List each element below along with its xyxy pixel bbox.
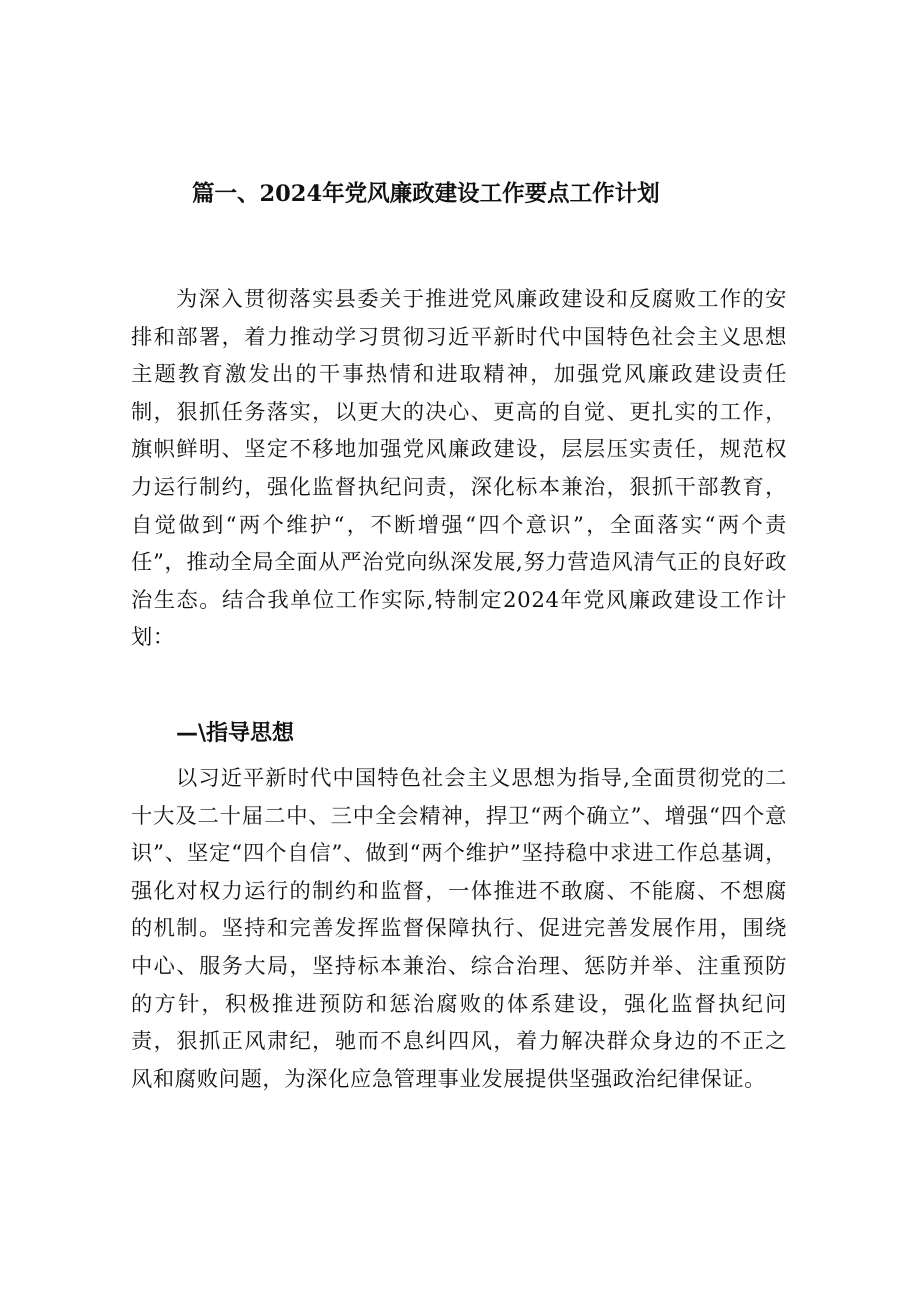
intro-paragraph: 为深入贯彻落实县委关于推进党风廉政建设和反腐败工作的安排和部署，着力推动学习贯彻习近平新时代中国特色社会主义思想主题教育激发出的干事热情和进取精神，加强党风廉政建设责任制，狠抓任务落实，以更大的决心、更高的自觉、更扎实的工作，旗帜鲜明、坚定不移地加强党风廉政建设，层层压实责任，规范权力运行制约，强化监督执纪问责，深化标本兼治，狠抓干部教育，自觉做到“两个维护“，不断增强“四个意识”，全面落实“两个责任”，推动全局全面从严治党向纵深发展,努力营造风清气正的良好政治生态。结合我单位工作实际,特制定2024年党风廉政建设工作计划：: [131, 287, 787, 651]
document-title: 篇一、2024年党风廉政建设工作要点工作计划: [192, 181, 660, 207]
section-heading-guiding-thought: —\指导思想: [176, 721, 295, 746]
guiding-thought-paragraph: 以习近平新时代中国特色社会主义思想为指导,全面贯彻党的二十大及二十届二中、三中全会精神，捍卫“两个确立”、增强“四个意识”、坚定“四个自信”、做到“两个维护”坚持稳中求进工作总基调，强化对权力运行的制约和监督，一体推进不敢腐、不能腐、不想腐的机制。坚持和完善发挥监督保障执行、促进完善发展作用，围绕中心、服务大局，坚持标本兼治、综合治理、惩防并举、注重预防的方针，积极推进预防和惩治腐败的体系建设，强化监督执纪问责，狠抓正风肃纪，驰而不息纠四风，着力解决群众身边的不正之风和腐败问题，为深化应急管理事业发展提供坚强政治纪律保证。: [131, 766, 787, 1092]
